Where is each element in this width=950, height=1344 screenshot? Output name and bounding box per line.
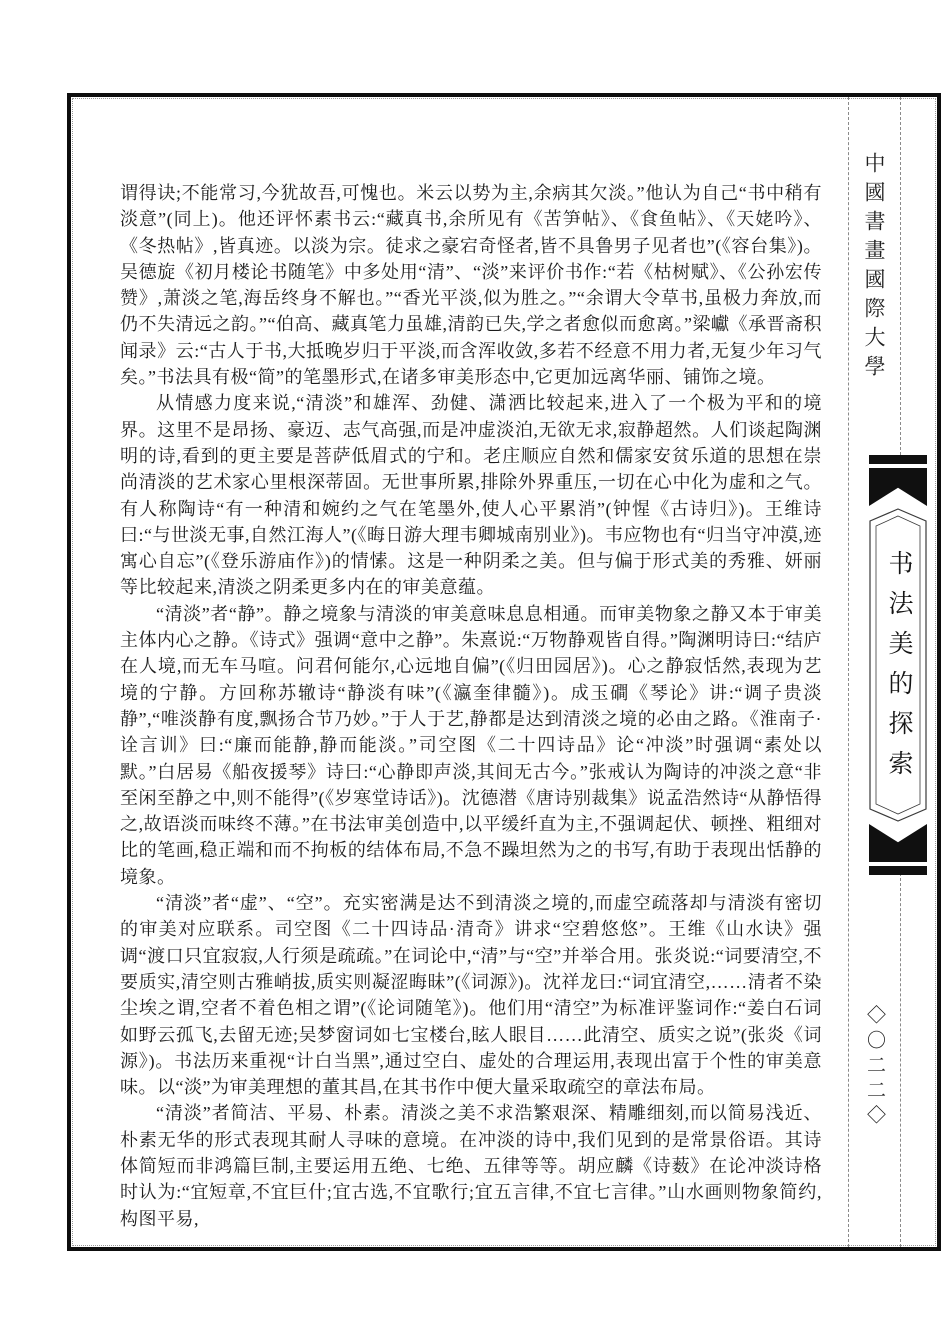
ribbon-bottom-bar — [869, 866, 927, 875]
sidebar-divider-right-upper — [900, 97, 901, 455]
book-title-vertical-text: 书法美的探索 — [885, 550, 912, 790]
ribbon-top-banner — [869, 468, 927, 506]
paragraph: “清淡”者简洁、平易、朴素。清淡之美不求浩繁艰深、精雕细刻,而以简易浅近、朴素无华的形式表现其耐人寻味的意境。在冲淡的诗中,我们见到的是常景俗语。其诗体简短而非鸿篇巨制,主要运用五绝、七绝、五律等等。胡应麟《诗薮》在论冲淡诗格时认为:“宜短章,不宜巨什;宜古选,不宜歌行;宜五言律,不宜七言律。”山水画则物象简约,构图平易, — [120, 1103, 822, 1229]
ribbon-bottom-banner — [869, 824, 927, 862]
sidebar-divider-left — [848, 97, 849, 1247]
page-number-vertical: ◇〇二二◇ — [864, 1005, 885, 1130]
book-title-cartouche — [869, 455, 927, 875]
series-name-vertical-text: 中國書畫國際大學 — [862, 152, 886, 384]
paragraph: “清淡”者“静”。静之境象与清淡的审美意味息息相通。而审美物象之静又本于审美主体内心之静。《诗式》强调“意中之静”。朱熹说:“万物静观皆自得。”陶渊明诗曰:“结庐在人境,而无车马喧。问君何能尔,心远地自偏”(《归田园居》)。心之静寂恬然,表现为艺境的宁静。方回称苏辙诗“静淡有味”(《瀛奎律髓》)。成玉磵《琴论》讲:“调子贵淡静”,“唯淡静有度,飘扬合节乃妙。”于人于艺,静都是达到清淡之境的必由之路。《淮南子·诠言训》曰:“廉而能静,静而能淡。”司空图《二十四诗品》论“冲淡”时强调“素处以默。”白居易《船夜援琴》诗曰:“心静即声淡,其间无古今。”张戒认为陶诗的冲淡之意“非至闲至静之中,则不能得”(《岁寒堂诗话》)。沈德潜《唐诗别裁集》说孟浩然诗“从静悟得之,故语淡而味终不薄。”在书法审美创造中,以平缓纤直为主,不强调起伏、顿挫、粗细对比的笔画,稳正端和而不拘板的结体布局,不急不躁坦然为之的书写,有助于表现出恬静的境象。 — [120, 603, 822, 887]
paragraph: 谓得诀;不能常习,今犹故吾,可愧也。米云以势为主,余病其欠淡。”他认为自己“书中稍有淡意”(同上)。他还评怀素书云:“藏真书,余所见有《苦笋帖》、《食鱼帖》、《天姥吟》、《冬热帖》,皆真迹。以淡为宗。徒求之豪宕奇怪者,皆不具鲁男子见者也”(《容台集》)。吴德旋《初月楼论书随笔》中多处用“清”、“淡”来评价书作:“若《枯树赋》、《公孙宏传赞》,萧淡之笔,海岳终身不解也。”“香光平淡,似为胜之。”“余谓大令草书,虽极力奔放,而仍不失清远之韵。”“伯高、藏真笔力虽雄,清韵已失,学之者愈似而愈离。”梁巘《承晋斋积闻录》云:“古人于书,大抵晚岁归于平淡,而含浑收敛,多若不经意不用力者,无复少年习气矣。”书法具有极“简”的笔墨形式,在诸多审美形态中,它更加远离华丽、铺饰之境。 — [120, 183, 822, 388]
sidebar-divider-right-lower — [900, 868, 901, 1247]
main-text-column — [120, 180, 822, 1232]
paragraph: 从情感力度来说,“清淡”和雄浑、劲健、潇洒比较起来,进入了一个极为平和的境界。这里不是昂扬、豪迈、志气高强,而是冲虚淡泊,无欲无求,寂静超然。人们谈起陶渊明的诗,看到的更主要是菩萨低眉式的宁和。老庄顺应自然和儒家安贫乐道的思想在崇尚清淡的艺术家心里根深蒂固。无世事所累,排除外界重压,一切在心中化为虚和之气。有人称陶诗“有一种清和婉约之气在笔墨外,使人心平累消”(钟惺《古诗归》)。王维诗曰:“与世淡无事,自然江海人”(《晦日游大理韦卿城南别业》)。韦应物也有“归当守冲漠,迹寓心自忘”(《登乐游庙作》)的情愫。这是一种阴柔之美。但与偏于形式美的秀雅、妍丽等比较起来,清淡之阴柔更多内在的审美意蕴。 — [120, 393, 822, 598]
ribbon-top-bar — [869, 455, 927, 464]
paragraph: “清淡”者“虚”、“空”。充实密满是达不到清淡之境的,而虚空疏落却与清淡有密切的审美对应联系。司空图《二十四诗品·清奇》讲求“空碧悠悠”。王维《山水诀》强调“渡口只宜寂寂,人行须是疏疏。”在词论中,“清”与“空”并举合用。张炎说:“词要清空,不要质实,清空则古雅峭拔,质实则凝涩晦昧”(《词源》)。沈祥龙曰:“词宜清空,……清者不染尘埃之谓,空者不着色相之谓”(《论词随笔》)。他们用“清空”为标准评鉴词作:“姜白石词如野云孤飞,去留无迹;吴梦窗词如七宝楼台,眩人眼目……此清空、质实之说”(张炎《词源》)。书法历来重视“计白当黑”,通过空白、虚处的合理运用,表现出富于个性的审美意味。以“淡”为审美理想的董其昌,在其书作中便大量采取疏空的章法布局。 — [120, 893, 822, 1098]
